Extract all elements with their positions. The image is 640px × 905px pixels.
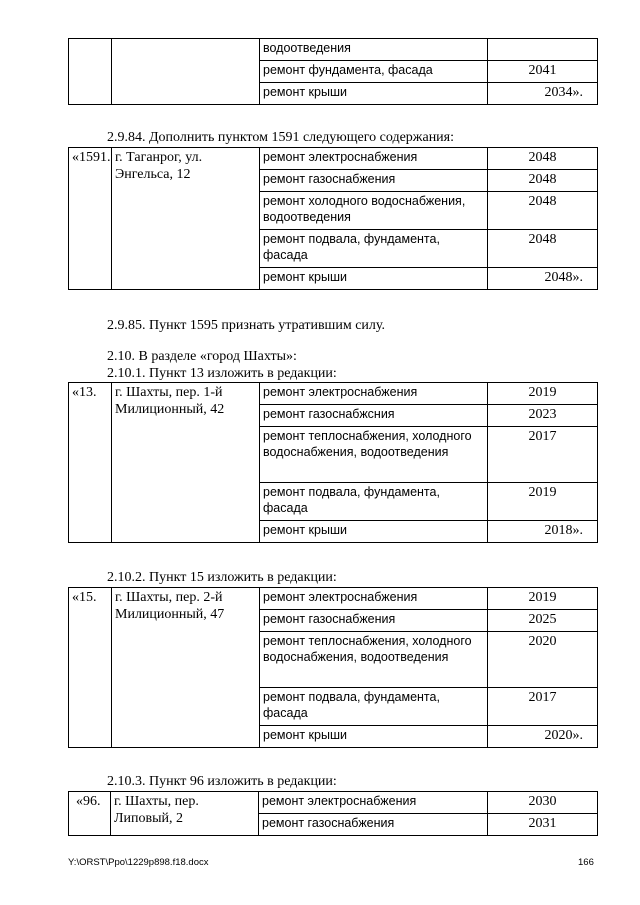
- paragraph-2-10-1: 2.10.1. Пункт 13 изложить в редакции:: [107, 366, 337, 381]
- address-cell: г. Шахты, пер. 2-й Милиционный, 47: [112, 588, 260, 748]
- year-cell: [488, 39, 598, 61]
- service-cell: ремонт крыши: [260, 83, 488, 105]
- year-cell: 2020».: [488, 726, 598, 748]
- item-number: «15.: [69, 588, 112, 748]
- year-cell: 2025: [488, 610, 598, 632]
- service-cell: ремонт крыши: [260, 268, 488, 290]
- num-cell: [69, 39, 112, 105]
- item-number: «96.: [69, 792, 111, 836]
- table-row: [69, 383, 598, 405]
- paragraph-2-9-85: 2.9.85. Пункт 1595 признать утратившим силу.: [107, 318, 385, 333]
- service-cell: ремонт электроснабжения: [260, 383, 488, 405]
- service-cell: ремонт газоснабжения: [259, 814, 488, 836]
- service-cell: ремонт подвала, фундамента, фасада: [260, 688, 488, 726]
- service-cell: ремонт электроснабжения: [259, 792, 488, 814]
- service-cell: ремонт газоснабжения: [260, 610, 488, 632]
- paragraph-2-10-2: 2.10.2. Пункт 15 изложить в редакции:: [107, 570, 337, 585]
- address-cell: г. Шахты, пер. 1-й Милиционный, 42: [112, 383, 260, 543]
- item-number: «13.: [69, 383, 112, 543]
- service-cell: ремонт электроснабжения: [260, 588, 488, 610]
- service-cell: ремонт крыши: [260, 726, 488, 748]
- year-cell: 2048: [488, 192, 598, 230]
- table-1591: [68, 147, 598, 290]
- footer-page-number: 166: [578, 857, 594, 868]
- table-row: [69, 39, 598, 61]
- year-cell: 2031: [488, 814, 598, 836]
- year-cell: 2041: [488, 61, 598, 83]
- year-cell: 2019: [488, 588, 598, 610]
- table-top-continuation: [68, 38, 598, 105]
- service-cell: водоотведения: [260, 39, 488, 61]
- table-row: [69, 792, 598, 814]
- paragraph-2-9-84: 2.9.84. Дополнить пунктом 1591 следующего содержания:: [107, 130, 455, 145]
- service-cell: ремонт фундамента, фасада: [260, 61, 488, 83]
- year-cell: 2030: [488, 792, 598, 814]
- table-13: [68, 382, 598, 543]
- table-row: [69, 588, 598, 610]
- year-cell: 2020: [488, 632, 598, 688]
- year-cell: 2018».: [488, 521, 598, 543]
- year-cell: 2019: [488, 383, 598, 405]
- service-cell: ремонт газоснабжения: [260, 170, 488, 192]
- year-cell: 2048: [488, 148, 598, 170]
- year-cell: 2017: [488, 688, 598, 726]
- address-cell: г. Таганрог, ул. Энгельса, 12: [112, 148, 260, 290]
- item-number: «1591.: [69, 148, 112, 290]
- footer-file-path: Y:\ORST\Ppo\1229p898.f18.docx: [68, 857, 209, 868]
- table-96: [68, 791, 598, 836]
- year-cell: 2023: [488, 405, 598, 427]
- paragraph-2-10: 2.10. В разделе «город Шахты»:: [107, 349, 297, 364]
- service-cell: ремонт холодного водоснабжения, водоотведения: [260, 192, 488, 230]
- service-cell: ремонт подвала, фундамента, фасада: [260, 230, 488, 268]
- year-cell: 2048: [488, 170, 598, 192]
- year-cell: 2048».: [488, 268, 598, 290]
- year-cell: 2017: [488, 427, 598, 483]
- paragraph-2-10-3: 2.10.3. Пункт 96 изложить в редакции:: [107, 774, 337, 789]
- service-cell: ремонт газоснабжсния: [260, 405, 488, 427]
- service-cell: ремонт крыши: [260, 521, 488, 543]
- service-cell: ремонт теплоснабжения, холодного водоснабжения, водоотведения: [260, 427, 488, 483]
- table-15: [68, 587, 598, 748]
- address-cell: г. Шахты, пер. Липовый, 2: [111, 792, 259, 836]
- service-cell: ремонт подвала, фундамента, фасада: [260, 483, 488, 521]
- service-cell: ремонт электроснабжения: [260, 148, 488, 170]
- address-cell: [112, 39, 260, 105]
- service-cell: ремонт теплоснабжения, холодного водоснабжения, водоотведения: [260, 632, 488, 688]
- year-cell: 2034».: [488, 83, 598, 105]
- table-row: [69, 148, 598, 170]
- year-cell: 2048: [488, 230, 598, 268]
- year-cell: 2019: [488, 483, 598, 521]
